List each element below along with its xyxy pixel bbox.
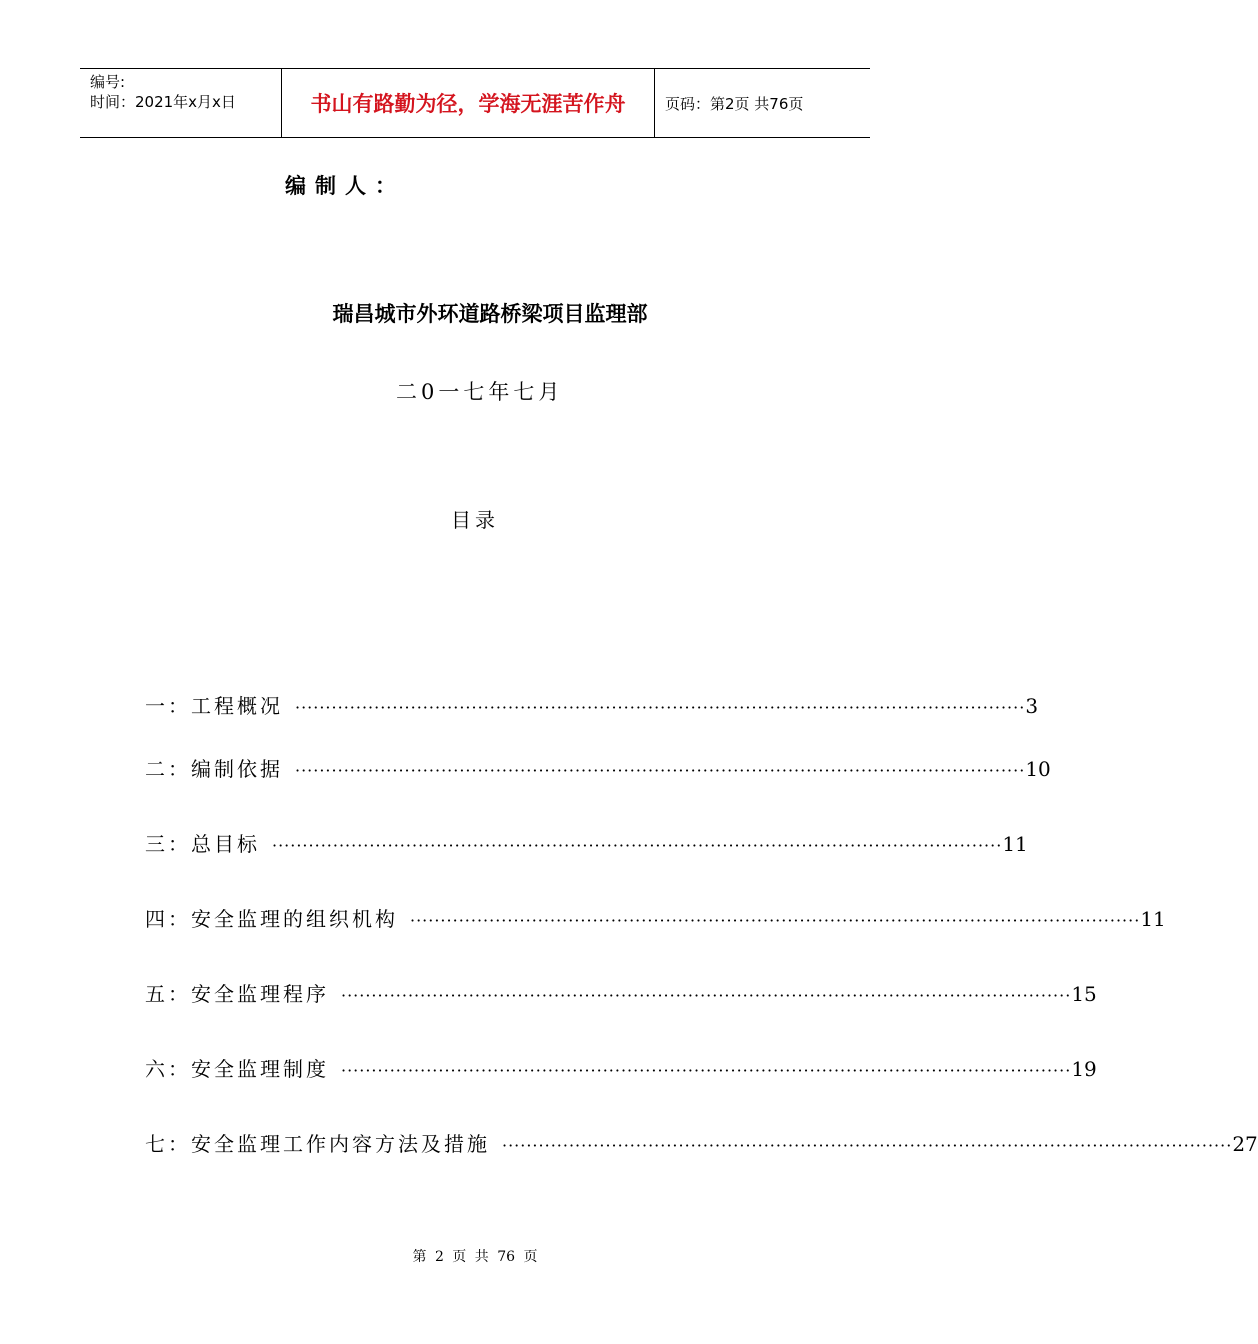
- toc-item[interactable]: [145, 1128, 1258, 1156]
- document-date: 二0一七年七月: [396, 380, 564, 404]
- toc-item-label: 六：安全监理制度: [145, 1057, 329, 1081]
- toc-item-label: 二：编制依据: [145, 757, 283, 781]
- toc-item[interactable]: [145, 828, 1028, 856]
- toc-item-page: 19: [1071, 1057, 1097, 1081]
- code-label: 编号:: [90, 73, 126, 91]
- toc-item-page: 11: [1002, 832, 1028, 856]
- toc-item-label: 四：安全监理的组织机构: [145, 907, 398, 931]
- toc-item-page: 10: [1025, 757, 1051, 781]
- toc-item[interactable]: [145, 978, 1097, 1006]
- toc-title: 目录: [451, 508, 499, 532]
- toc-item[interactable]: [145, 1053, 1097, 1081]
- header-motto: 书山有路勤为径，学海无涯苦作舟: [281, 69, 655, 137]
- time-text: 时间：2021年x月x日: [90, 93, 236, 111]
- toc-item-page: 15: [1071, 982, 1097, 1006]
- toc-leader-dots: ························································································································: [341, 1061, 1072, 1080]
- header-info-cell: [80, 69, 281, 137]
- toc-item-label: 七：安全监理工作内容方法及措施: [145, 1132, 490, 1156]
- toc-leader-dots: ························································································································: [341, 986, 1072, 1005]
- toc-item-page: 11: [1140, 907, 1166, 931]
- toc-leader-dots: ························································································································: [272, 836, 1003, 855]
- toc-item-page: 3: [1025, 694, 1039, 718]
- toc-item[interactable]: [145, 903, 1166, 931]
- toc-leader-dots: ························································································································: [295, 761, 1026, 780]
- toc-leader-dots: ························································································································: [295, 698, 1026, 717]
- page-footer: 第 2 页 共 76 页: [412, 1249, 538, 1265]
- toc-item-page: 27: [1232, 1132, 1258, 1156]
- header-page-number: 页码：第2页 共76页: [665, 94, 804, 113]
- toc-item[interactable]: [145, 753, 1051, 781]
- toc-leader-dots: ························································································································: [502, 1136, 1233, 1155]
- toc-item-label: 五：安全监理程序: [145, 982, 329, 1006]
- toc-item-label: 三：总目标: [145, 832, 260, 856]
- organization-name: 瑞昌城市外环道路桥梁项目监理部: [332, 302, 648, 326]
- toc-leader-dots: ························································································································: [410, 911, 1141, 930]
- toc-item[interactable]: [145, 690, 1039, 718]
- compiler-label: 编制人：: [285, 174, 405, 198]
- toc-item-label: 一：工程概况: [145, 694, 283, 718]
- page-header: [80, 68, 870, 138]
